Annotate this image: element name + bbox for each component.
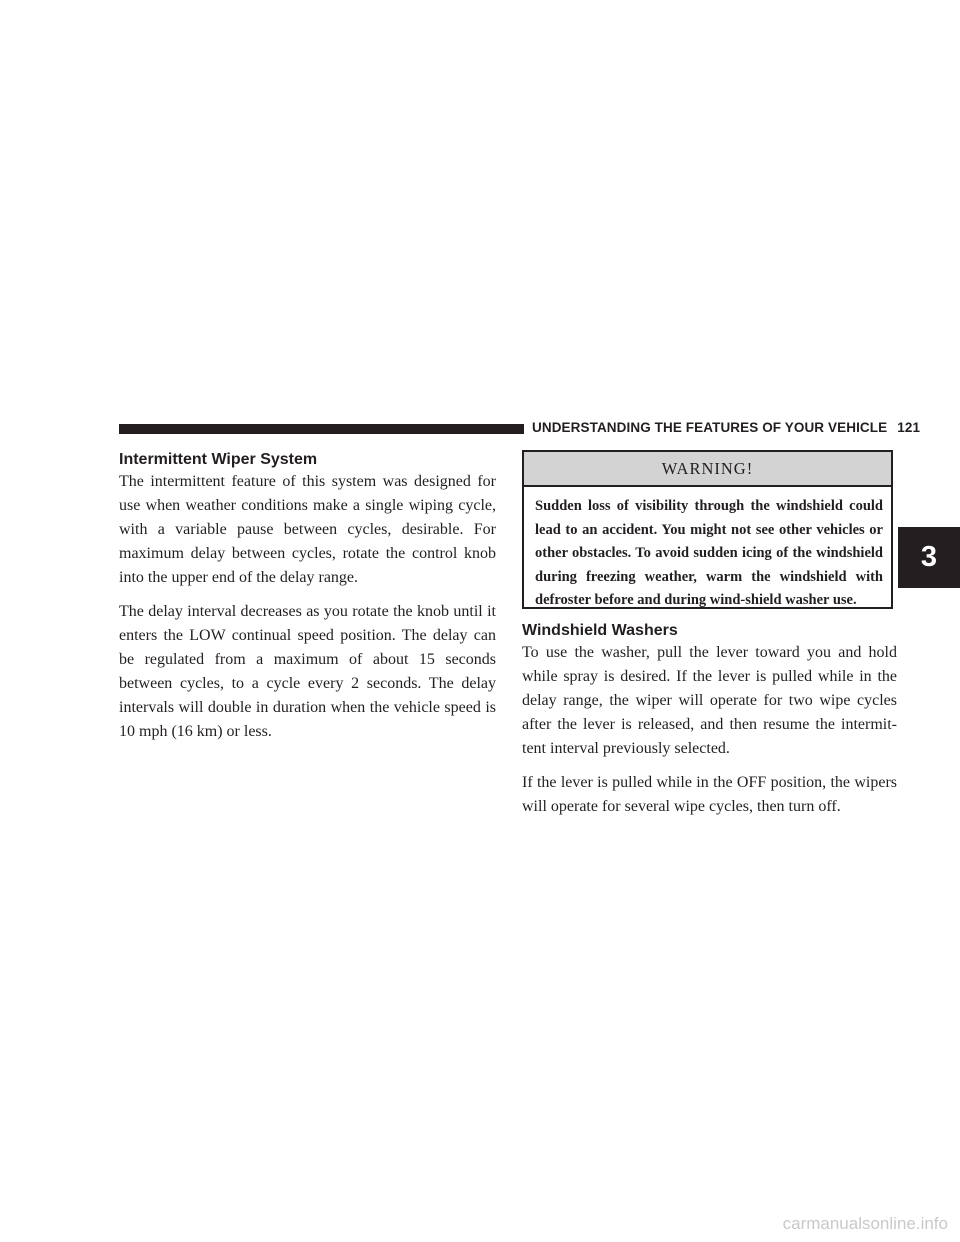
page-number: 121	[897, 420, 921, 435]
warning-box	[522, 450, 893, 609]
paragraph: The delay interval decreases as you rotate the knob until it enters the LOW continual speed position. The delay can be regulated from a maximum of about 15 seconds between cycles, to a cycle every 2 seconds. The delay intervals will double in duration when the vehicle speed is 10 mph (16 km) or less.	[119, 603, 496, 740]
chapter-tab: 3	[898, 527, 960, 588]
warning-title: WARNING!	[524, 452, 891, 487]
header-rule	[119, 424, 524, 434]
header-title: UNDERSTANDING THE FEATURES OF YOUR VEHICLE	[532, 420, 888, 435]
paragraph: If the lever is pulled while in the OFF position, the wipers will operate for several wipe cycles, then turn off.	[522, 774, 897, 815]
right-column	[522, 450, 897, 829]
watermark: carmanualsonline.info	[782, 1214, 948, 1233]
left-column	[119, 450, 496, 754]
section-heading-intermittent-wiper: Intermittent Wiper System	[119, 451, 318, 468]
warning-text: Sudden loss of visibility through the windshield could lead to an accident. You might not see other vehicles or other obstacles. To avoid sudden icing of the windshield during freezing weather, warm the windshield with defroster before and during wind-shield washer use.	[535, 498, 883, 608]
running-header	[532, 420, 920, 435]
paragraph: The intermittent feature of this system was designed for use when weather conditions make a single wiping cycle, with a variable pause between cycles, desirable. For maximum delay between cycles, rotate the control knob into the upper end of the delay range.	[119, 473, 496, 586]
section-heading-windshield-washers: Windshield Washers	[522, 622, 678, 639]
paragraph: To use the washer, pull the lever toward you and hold while spray is desired. If the lever is pulled while in the delay range, the wiper will operate for two wipe cycles after the lever is released, and then resume the intermit-tent interval previously selected.	[522, 644, 897, 757]
